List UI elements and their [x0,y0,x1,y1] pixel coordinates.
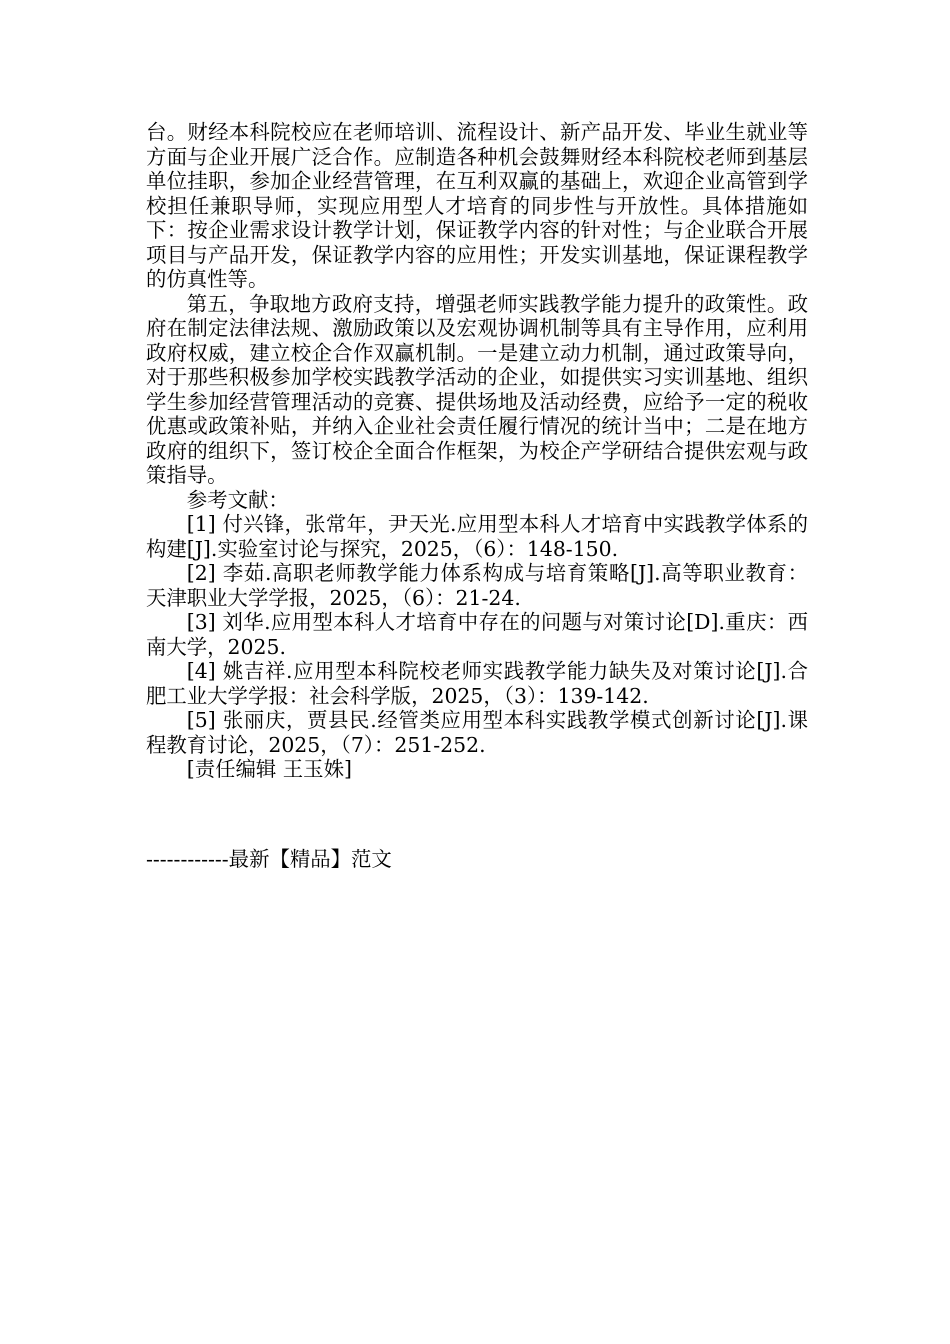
editor-note: [责任编辑 王玉姝] [186,757,352,781]
references-heading: 参考文献： [186,487,289,512]
reference-item-5: [5] 张丽庆，贾县民.经管类应用型本科实践教学模式创新讨论[J].课程教育讨论，2025，（7）：251-252. [146,708,808,757]
reference-item-4: [4] 姚吉祥.应用型本科院校老师实践教学能力缺失及对策讨论[J].合肥工业大学学报：社会科学版，2025，（3）：139-142. [146,659,808,708]
reference-item-2: [2] 李茹.高职老师教学能力体系构成与培育策略[J].高等职业教育：天津职业大学学报，2025，（6）：21-24. [146,561,808,610]
document-page [146,120,808,782]
reference-item-3: [3] 刘华.应用型本科人才培育中存在的问题与对策讨论[D].重庆：西南大学，2025. [146,610,808,659]
body-paragraph: 台。财经本科院校应在老师培训、流程设计、新产品开发、毕业生就业等方面与企业开展广泛合作。应制造各种机会鼓舞财经本科院校老师到基层单位挂职，参加企业经营管理，在互利双赢的基础上，欢迎企业高管到学校担任兼职导师，实现应用型人才培育的同步性与开放性。具体措施如下：按企业需求设计教学计划，保证教学内容的针对性；与企业联合开展项目与产品开发，保证教学内容的应用性；开发实训基地，保证课程教学的仿真性等。 [146,120,808,291]
footer-text: ------------最新【精品】范文 [146,847,392,871]
body-paragraph: 第五，争取地方政府支持，增强老师实践教学能力提升的政策性。政府在制定法律法规、激励政策以及宏观协调机制等具有主导作用，应利用政府权威，建立校企合作双赢机制。一是建立动力机制，通过政策导向，对于那些积极参加学校实践教学活动的企业，如提供实习实训基地、组织学生参加经营管理活动的竞赛、提供场地及活动经费，应给予一定的税收优惠或政策补贴，并纳入企业社会责任履行情况的统计当中；二是在地方政府的组织下，签订校企全面合作框架，为校企产学研结合提供宏观与政策指导。 [146,291,808,487]
reference-item-1: [1] 付兴锋，张常年，尹天光.应用型本科人才培育中实践教学体系的构建[J].实验室讨论与探究，2025，（6）：148-150. [146,512,808,561]
